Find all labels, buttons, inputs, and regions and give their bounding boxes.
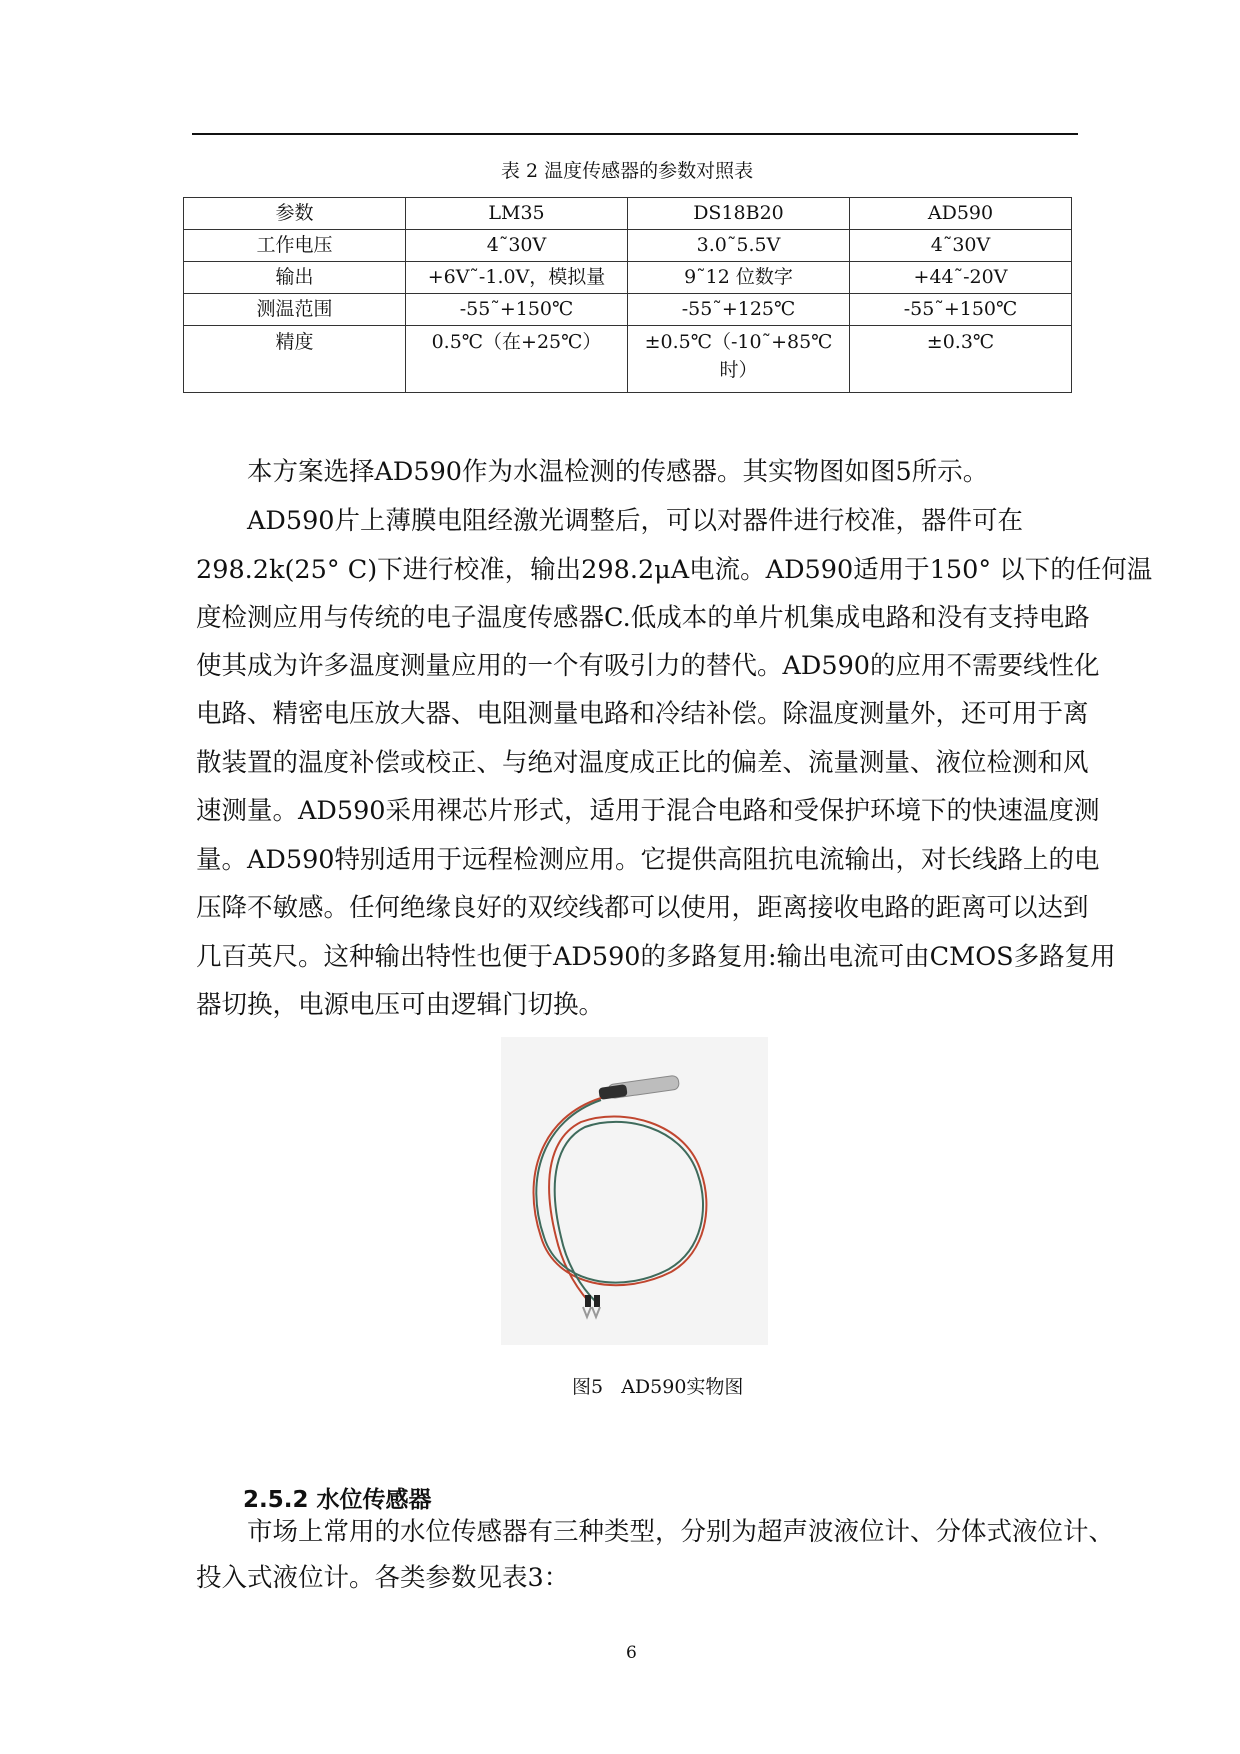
table-cell: 测温范围 — [184, 294, 406, 326]
table-cell: 精度 — [184, 326, 406, 393]
paragraph-line: 速测量。AD590采用裸芯片形式，适用于混合电路和受保护环境下的快速温度测 — [196, 796, 1100, 826]
table-row — [184, 262, 1072, 294]
table-row — [184, 326, 1072, 393]
table-cell: -55˜+150℃ — [406, 294, 628, 326]
table-cell: 9˜12 位数字 — [628, 262, 850, 294]
table-cell: 输出 — [184, 262, 406, 294]
paragraph-line: 电路、精密电压放大器、电阻测量电路和冷结补偿。除温度测量外，还可用于离 — [196, 699, 1089, 729]
table-header-cell: DS18B20 — [628, 198, 850, 230]
table-row — [184, 294, 1072, 326]
paragraph-line: 投入式液位计。各类参数见表3： — [196, 1563, 570, 1593]
paragraph-line: 器切换，电源电压可由逻辑门切换。 — [196, 990, 605, 1020]
paragraph-line: 几百英尺。这种输出特性也便于AD590的多路复用:输出电流可由CMOS多路复用 — [196, 942, 1116, 972]
table-header-row — [184, 198, 1072, 230]
table-header-cell: LM35 — [406, 198, 628, 230]
paragraph-line: 298.2k(25° C)下进行校准，输出298.2μA电流。AD590适用于150° 以下的任何温 — [196, 555, 1153, 585]
sensor-parameter-table — [183, 197, 1072, 393]
table-caption: 表 2 温度传感器的参数对照表 — [500, 160, 754, 182]
figure-caption: 图5 AD590实物图 — [572, 1376, 744, 1398]
table-cell: 4˜30V — [850, 230, 1072, 262]
header-rule — [192, 133, 1078, 135]
page-number: 6 — [626, 1643, 637, 1663]
table-cell: 工作电压 — [184, 230, 406, 262]
table-cell: 0.5℃（在+25℃） — [406, 326, 628, 393]
paragraph-line: 本方案选择AD590作为水温检测的传感器。其实物图如图5所示。 — [247, 457, 989, 487]
table-row — [184, 230, 1072, 262]
table-cell: +44˜-20V — [850, 262, 1072, 294]
ad590-photo — [501, 1037, 768, 1345]
table-header-cell: 参数 — [184, 198, 406, 230]
section-heading: 2.5.2 水位传感器 — [243, 1487, 432, 1513]
paragraph-line: 量。AD590特别适用于远程检测应用。它提供高阻抗电流输出，对长线路上的电 — [196, 845, 1100, 875]
paragraph-line: 压降不敏感。任何绝缘良好的双绞线都可以使用，距离接收电路的距离可以达到 — [196, 893, 1089, 923]
table-cell: +6V˜-1.0V，模拟量 — [406, 262, 628, 294]
table-header-cell: AD590 — [850, 198, 1072, 230]
table-cell: -55˜+150℃ — [850, 294, 1072, 326]
paragraph-line: 度检测应用与传统的电子温度传感器C.低成本的单片机集成电路和没有支持电路 — [196, 603, 1090, 633]
paragraph-line: AD590片上薄膜电阻经激光调整后，可以对器件进行校准，器件可在 — [247, 506, 1024, 536]
table-cell: 4˜30V — [406, 230, 628, 262]
temperature-probe-illustration — [501, 1037, 768, 1345]
paragraph-line: 散装置的温度补偿或校正、与绝对温度成正比的偏差、流量测量、液位检测和风 — [196, 748, 1089, 778]
table-cell — [628, 326, 850, 393]
table-cell-line: ±0.5℃（-10˜+85℃ — [644, 331, 833, 353]
table-cell: ±0.3℃ — [850, 326, 1072, 393]
table-cell: 3.0˜5.5V — [628, 230, 850, 262]
table-cell: -55˜+125℃ — [628, 294, 850, 326]
paragraph-line: 使其成为许多温度测量应用的一个有吸引力的替代。AD590的应用不需要线性化 — [196, 651, 1100, 681]
table-cell-line: 时） — [719, 359, 758, 381]
paragraph-line: 市场上常用的水位传感器有三种类型，分别为超声波液位计、分体式液位计、 — [247, 1517, 1115, 1547]
